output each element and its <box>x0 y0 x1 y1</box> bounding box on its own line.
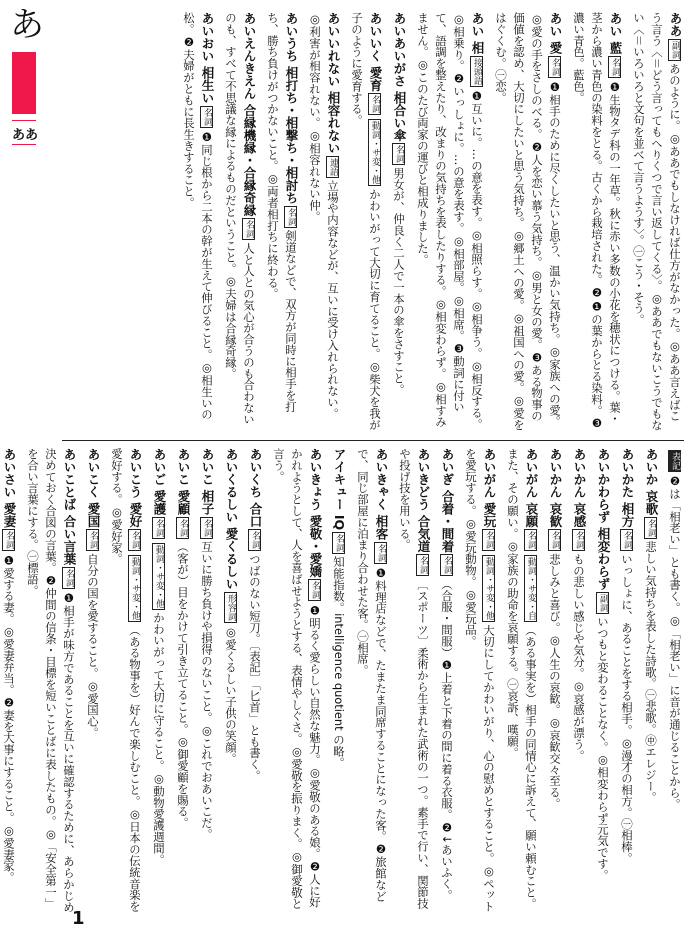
entry-definition: ❷は「相老い」とも書く。◎「相老い」に音が通じることから。 <box>668 474 682 810</box>
part-of-speech-tag: 名詞 <box>286 207 296 226</box>
entry-headword: あいきどう 合気道 <box>416 448 431 553</box>
part-of-speech-tag: 名詞 <box>130 531 140 550</box>
part-of-speech-tag: 名詞 <box>4 531 14 550</box>
part-of-speech-tag: 名詞 <box>154 518 164 537</box>
tier-separator <box>62 440 684 441</box>
part-of-speech-tag: 名詞 <box>646 518 656 537</box>
entry-definition: あのように。◎ああでもしなければ仕方がなかった。◎ああ言えばこう言う〈＝どう言ってもへりくつで言い返してくる〉。◎ああでもないこうでもない〈＝いろいろと文句を並べて言うようす〉。㊀こう・そう。 <box>632 12 682 431</box>
entry-definition: 知能指数。intelligence quotient の略。 <box>332 556 346 769</box>
dictionary-entry <box>84 448 102 914</box>
entry-headword: ああ <box>668 12 683 37</box>
entry-definition: かわいがって大切に守ること。◎動物愛護週間。 <box>152 611 166 866</box>
entry-definition: 大切にしてかわいがり、心の慰めとすること。◎ペットを愛玩する。◎愛玩動物。◎愛玩品。 <box>464 448 496 912</box>
entry-definition: ❶相手のために尽くしたいと思う、温かい気持ち。◎家族への愛。◎愛の手をさしのべる。❷人を恋い慕う気持ち。◎男と女の愛。❸ある物事の価値を認め、大切にしたいと思う気持ち。◎郷土への愛。◎祖国への愛。◎愛をはぐくむ。㊀恋。 <box>494 12 562 431</box>
dictionary-entry <box>618 448 636 914</box>
part-of-speech-tag: 名詞 <box>64 568 74 587</box>
entry-headword: あいことば 合い言葉 <box>62 448 77 565</box>
dictionary-entry <box>438 448 456 914</box>
part-of-speech-tag: 名詞 <box>550 57 560 76</box>
entry-definition: ❶料理店などで、たまたま同席することになった客。❷旅館などで、同じ部屋に泊まり合わせた客。㊀相席。 <box>356 448 388 902</box>
dictionary-entry <box>354 448 390 914</box>
dictionary-entry <box>174 448 192 914</box>
dictionary-entry <box>198 448 216 914</box>
entry-headword: あい 相 <box>470 12 485 54</box>
entry-definition: ❶明るく愛らしい自然な魅力。◎愛敬のある娘。❷人に好かれようとして、人を喜ばせようとする、表情やしぐさ。◎愛敬を振りまく。◎御愛敬と言う。 <box>272 448 322 910</box>
entry-headword: あいがん 哀願 <box>524 448 539 528</box>
entry-definition: （客が）目をかけて引き立てること。◎御愛顧を賜る。 <box>176 540 190 829</box>
part-of-speech-tag: 名詞 <box>622 531 632 550</box>
part-of-speech-tag: 名詞 <box>202 518 212 537</box>
entry-headword: アイキュー IQ <box>332 448 347 531</box>
dictionary-entry <box>246 448 264 914</box>
entry-headword: あい 藍 <box>608 12 623 54</box>
part-of-speech-tag: 副詞 <box>598 593 608 612</box>
entry-headword: あい 愛 <box>548 12 563 54</box>
entry-definition: ❶互いに。…の意を表す。◎相照らす。◎相争う。◎相反する。◎相乗り。❷いっしょに。…の意を表す。◎相部屋。◎相席。❸動詞に付いて、語調を整えたり、改まりの気持ちを表したりする。◎相変わらず。◎相すみません。◎このたび両家の運びと相成りました。 <box>416 12 484 430</box>
index-divider-top <box>12 120 36 121</box>
page-number: 1 <box>72 908 85 929</box>
entry-headword: あいさい 愛妻 <box>2 448 17 528</box>
entry-definition: 立場や内容などが、互いに受け入れられない。◎利害が相容れない。◎相容れない仲。 <box>308 12 340 420</box>
dictionary-entry <box>570 12 624 432</box>
dictionary-entry <box>306 12 342 432</box>
index-kana-small: ああ <box>12 128 39 143</box>
part-of-speech-tag: 名詞 <box>370 95 380 114</box>
part-of-speech-tag: 動詞・サ変・他 <box>370 121 380 185</box>
entry-definition: いつもと変わることなく。◎相変わらず元気です。 <box>596 615 610 881</box>
entry-headword: あいきゃく 相客 <box>374 448 389 540</box>
entry-definition: かわいがって大切に育てること。◎柴犬を我が子のように愛育する。 <box>350 12 382 431</box>
entry-definition: 人と人との気心が合うのも合わないのも、すべて不思議な縁によるものだということ。◎夫婦は合縁奇縁。 <box>224 12 256 425</box>
entry-headword: あいきょう 愛敬・愛嬌 <box>308 448 323 578</box>
entry-headword: あいか 哀歌 <box>644 448 659 515</box>
part-of-speech-tag: 名詞 <box>202 107 212 126</box>
entry-headword: あいくち 合口 <box>248 448 263 528</box>
entry-definition: 悲しみと喜び。◎人生の哀歓。◎哀歓交々至る。 <box>548 553 562 810</box>
part-of-speech-tag: 接頭語 <box>472 57 482 85</box>
part-of-speech-tag: 名詞 <box>376 543 386 562</box>
entry-definition: ❶同じ根から二本の幹が生えて伸びること。◎相生いの松。❷夫婦がともに長生きすること。 <box>182 12 214 421</box>
part-of-speech-tag: 動詞・サ変・他 <box>484 557 494 621</box>
bottom-tier-entries <box>2 448 684 914</box>
entry-headword: あいくるしい 愛くるしい <box>224 448 239 590</box>
part-of-speech-tag: 名詞 <box>526 531 536 550</box>
entry-headword: あいご 愛護 <box>152 448 167 515</box>
entry-definition: ❶生物タデ科の一年草。秋に赤い多数の小花を穂状につける。葉・茎から濃い青色の染料をとる。古くから栽培された。❷❶の葉からとる染料。❸濃い青色。藍色。 <box>572 12 622 431</box>
part-of-speech-tag: 名詞 <box>334 534 344 553</box>
entry-definition: 剣道などで、双方が同時に相手を打ち、勝ち負けがつかないこと。◎両者相打ちに終わる。 <box>266 12 298 413</box>
entry-definition: 互いに勝ち負けや損得のないこと。◎これでおあいこだ。 <box>200 540 214 840</box>
entry-definition: ❶相手が味方であることを互いに確認するために、あらかじめ決めておく合図の言葉。❷仲間の信条・目標を短いことばに表したもの。◎「安全第一」を合い言葉にする。㊀標語。 <box>26 448 76 913</box>
dictionary-entry <box>330 448 348 914</box>
entry-headword: あいえんきえん 合縁機縁・合縁奇縁 <box>242 12 257 217</box>
entry-definition: （合服・間服）❶上着と下着の間に着る衣服。❷↓あいふく。 <box>440 578 454 901</box>
part-of-speech-tag: 副詞 <box>670 41 680 59</box>
entry-headword: あいかた 相方 <box>620 448 635 528</box>
dictionary-entry <box>570 448 588 914</box>
part-of-speech-tag: 名詞 <box>610 57 620 76</box>
part-of-speech-tag: 連語 <box>328 157 338 176</box>
entry-definition: 〔スポーツ〕柔術から生まれた武術の一つ。素手で行い、関節技や投げ技を用いる。 <box>398 448 430 909</box>
entry-definition: （ある事実を）相手の同情心に訴えて、願い頼むこと。また、その願い。◎家族の助命を哀願する。㊀哀訴、嘆願。 <box>506 448 538 910</box>
entry-headword: あいこう 愛好 <box>128 448 143 528</box>
dictionary-entry <box>222 448 240 914</box>
part-of-speech-tag: 名詞 <box>418 556 428 575</box>
part-of-speech-tag: 名詞 <box>88 531 98 550</box>
part-of-speech-tag: 名詞 <box>574 531 584 550</box>
part-of-speech-tag: 名詞 <box>394 145 404 164</box>
entry-definition: 男女が、仲良く二人で一本の傘をさすこと。 <box>392 167 406 396</box>
entry-headword: あいおい 相生い <box>200 12 215 104</box>
entry-definition: もの悲しい感じや気分。◎哀感が漂う。 <box>572 553 586 762</box>
dictionary-entry <box>594 448 612 914</box>
entry-definition: ◎愛くるしい子供の笑顔。 <box>224 624 238 765</box>
entry-definition: 自分の国を愛すること。◎愛国心。 <box>86 553 100 739</box>
dictionary-entry <box>222 12 258 432</box>
dictionary-entry <box>666 448 684 914</box>
dictionary-entry <box>264 12 300 432</box>
dictionary-entry <box>414 12 486 432</box>
dictionary-entry <box>390 12 408 432</box>
part-of-speech-tag: 名詞 <box>310 581 320 600</box>
dictionary-entry <box>396 448 432 914</box>
part-of-speech-tag: 名詞 <box>442 556 452 575</box>
part-of-speech-tag: 動詞・サ変・他 <box>130 557 140 621</box>
entry-headword: あいこ 愛顧 <box>176 448 191 515</box>
entry-definition: いっしょに、あることをする相手。◎漫才の相方。㊀相棒。 <box>620 553 634 864</box>
dictionary-entry <box>462 448 498 914</box>
entry-headword: あいかわらず 相変わらず <box>596 448 611 590</box>
dictionary-entry <box>24 448 78 914</box>
entry-definition: 悲しい気持ちを表した詩歌。㊀悲歌。㊥エレジー。 <box>644 540 658 804</box>
dictionary-entry <box>150 448 168 914</box>
entry-headword: あいこく 愛国 <box>86 448 101 528</box>
entry-headword: あいうち 相打ち・相撃ち・相討ち <box>284 12 299 204</box>
dictionary-entry <box>492 12 564 432</box>
dictionary-entry <box>0 448 18 914</box>
part-of-speech-tag: 名詞 <box>250 531 260 550</box>
dictionary-entry <box>546 448 564 914</box>
part-of-speech-tag: 名詞 <box>178 518 188 537</box>
dictionary-entry <box>108 448 144 914</box>
entry-definition: （ある物事を）好んで楽しむこと。◎日本の伝統音楽を愛好する。◎愛好家。 <box>110 448 142 912</box>
entry-headword: あいいく 愛育 <box>368 12 383 92</box>
entry-headword: あいこ 相子 <box>200 448 215 515</box>
index-divider-bottom <box>12 144 36 145</box>
dictionary-entry <box>642 448 660 914</box>
dictionary-entry <box>630 12 684 432</box>
dictionary-entry <box>348 12 384 432</box>
dictionary-entry <box>504 448 540 914</box>
index-kana-large: あ <box>10 5 44 45</box>
part-of-speech-tag: 動詞・サ変・他 <box>154 544 164 608</box>
dictionary-entry <box>180 12 216 432</box>
entry-definition: つばのない短刀。〔表記〕「匕首」とも書く。 <box>248 553 262 782</box>
index-thumb-tab <box>12 52 36 114</box>
dictionary-entry <box>270 448 324 914</box>
part-of-speech-tag: 表記 <box>670 452 680 470</box>
part-of-speech-tag: 名詞 <box>550 531 560 550</box>
entry-headword: あいかん 哀歓 <box>548 448 563 528</box>
top-tier-entries <box>62 12 684 432</box>
entry-headword: あいがん 愛玩 <box>482 448 497 528</box>
part-of-speech-tag: 動詞・サ変・自 <box>526 557 536 621</box>
part-of-speech-tag: 名詞 <box>484 531 494 550</box>
entry-headword: あいぎ 合着・間着 <box>440 448 455 553</box>
part-of-speech-tag: 形容詞 <box>226 593 236 621</box>
entry-headword: あいいれない 相容れない <box>326 12 341 154</box>
entry-definition: ❶愛する妻。◎愛妻弁当。❷妻を大事にすること。◎愛妻家。 <box>2 553 16 883</box>
entry-headword: あいかん 哀感 <box>572 448 587 528</box>
entry-headword: あいあいがさ 相合い傘 <box>392 12 407 142</box>
part-of-speech-tag: 名詞 <box>244 220 254 239</box>
